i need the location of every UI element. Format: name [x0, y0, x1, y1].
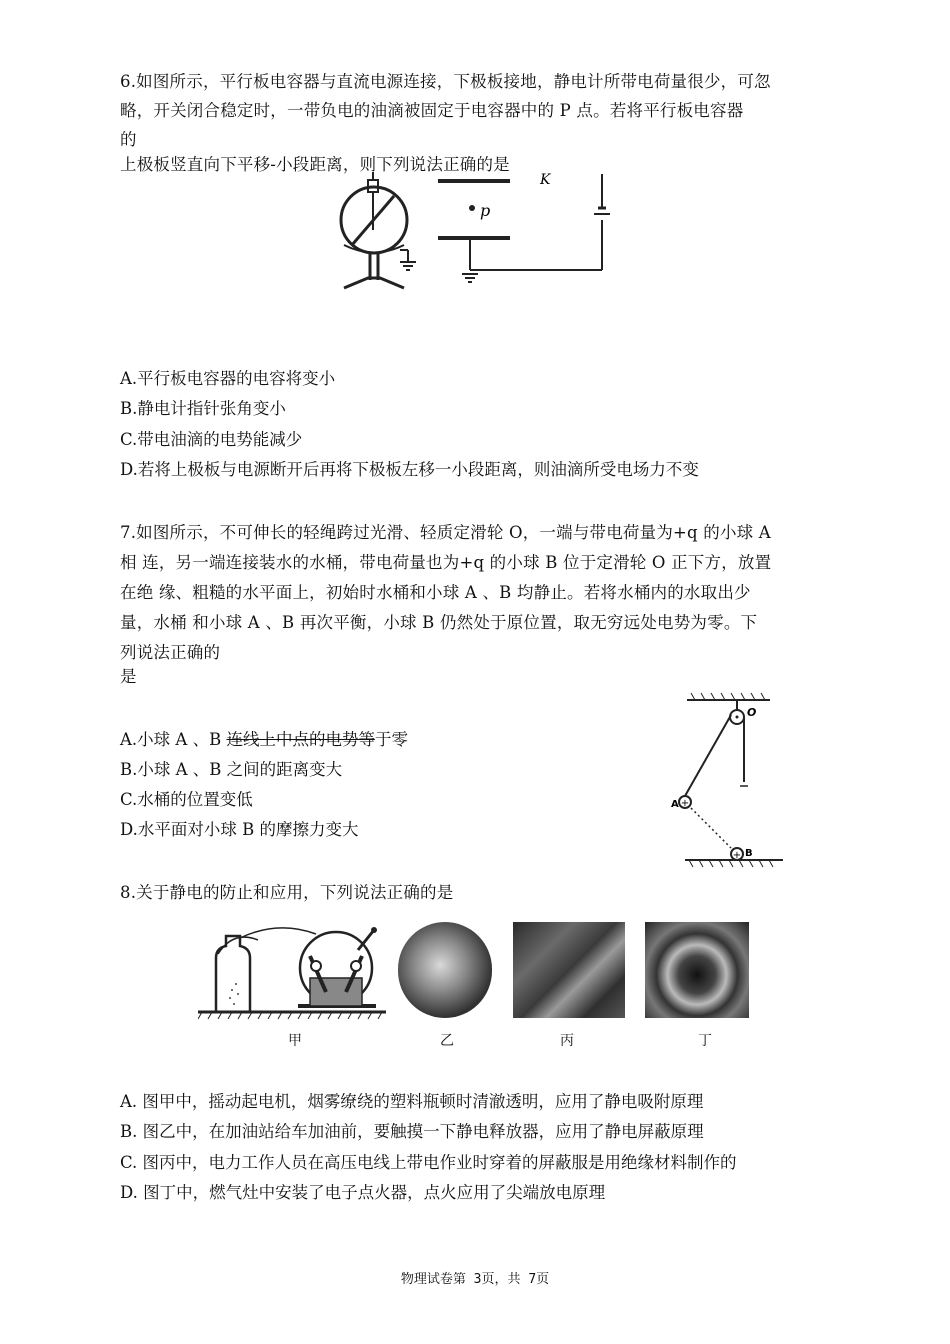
q8-option-c: C. 图丙中，电力工作人员在高压电线上带电作业时穿着的屏蔽服是用绝缘材料制作的	[120, 1153, 737, 1172]
q7-stem-line-3: 在绝 缘、粗糙的水平面上，初始时水桶和小球 A 、B 均静止。若将水桶内的水取出少	[120, 583, 751, 602]
caption-bing: 丙	[560, 1033, 574, 1049]
q7-stem-line-2: 相 连，另一端连接装水的水桶，带电荷量也为+q 的小球 B 位于定滑轮 O 正下方，放置	[120, 553, 772, 572]
figure-jia-electrostatic-machine	[198, 920, 388, 1020]
q8-option-b: B. 图乙中，在加油站给车加油前，要触摸一下静电释放器，应用了静电屏蔽原理	[120, 1122, 704, 1141]
q6-stem-line-1: 6.如图所示，平行板电容器与直流电源连接，下极板接地，静电计所带电荷量很少，可忽	[120, 72, 771, 91]
q8-stem: 8.关于静电的防止和应用，下列说法正确的是	[120, 883, 454, 902]
q7-stem-line-1: 7.如图所示，不可伸长的轻绳跨过光滑、轻质定滑轮 O，一端与带电荷量为+q 的小球 A	[120, 523, 771, 542]
q8-option-d: D. 图丁中，燃气灶中安装了电子点火器，点火应用了尖端放电原理	[120, 1183, 606, 1202]
pulley-o-label: O	[747, 706, 757, 719]
figure-bing-photo	[513, 922, 625, 1018]
svg-text:+: +	[732, 850, 742, 861]
q6-stem-line-2: 略，开关闭合稳定时，一带负电的油滴被固定于电容器中的 P 点。若将平行板电容器	[120, 101, 744, 120]
q7-option-b: B.小球 A 、B 之间的距离变大	[120, 760, 343, 779]
svg-text:+: +	[680, 798, 690, 809]
pulley-figure	[665, 690, 790, 870]
q6-option-b: B.静电计指针张角变小	[120, 399, 286, 418]
q7-option-a	[120, 730, 408, 750]
q6-stem-line-3: 的	[120, 130, 137, 149]
q7-option-a-suffix: 于零	[374, 730, 408, 749]
figure-ding-photo	[645, 922, 749, 1018]
caption-yi: 乙	[440, 1033, 454, 1049]
q7-stem-line-4: 量，水桶 和小球 A 、B 再次平衡，小球 B 仍然处于原位置，取无穷远处电势为零。下	[120, 613, 758, 632]
point-p-label: p	[480, 201, 491, 220]
q8-option-a: A. 图甲中，摇动起电机，烟雾缭绕的塑料瓶顿时清澈透明，应用了静电吸附原理	[120, 1092, 704, 1111]
q7-option-a-struck-text: 连线上中点的电势等	[226, 730, 375, 749]
figure-yi-photo	[398, 922, 492, 1018]
q6-option-c: C.带电油滴的电势能减少	[120, 430, 303, 449]
caption-ding: 丁	[698, 1033, 712, 1049]
q7-option-a-prefix: A.小球 A 、B	[120, 730, 227, 749]
ball-a-label: A	[671, 799, 679, 810]
page-footer: 物理试卷第 3页，共 7页	[400, 1272, 550, 1287]
capacitor-circuit-figure	[330, 170, 620, 300]
switch-k-label: K	[540, 172, 551, 188]
q7-stem-line-6: 是	[120, 667, 137, 686]
q6-option-d: D.若将上极板与电源断开后再将下极板左移一小段距离，则油滴所受电场力不变	[120, 460, 699, 479]
q6-option-a: A.平行板电容器的电容将变小	[120, 369, 336, 388]
q7-option-c: C.水桶的位置变低	[120, 790, 253, 809]
q7-option-d: D.水平面对小球 B 的摩擦力变大	[120, 820, 359, 839]
caption-jia: 甲	[288, 1033, 302, 1049]
q7-stem-line-5: 列说法正确的	[120, 643, 221, 662]
q6-stem-line-4: 上极板竖直向下平移-小段距离，则下列说法正确的是	[120, 155, 510, 174]
ball-b-label: B	[745, 848, 753, 859]
